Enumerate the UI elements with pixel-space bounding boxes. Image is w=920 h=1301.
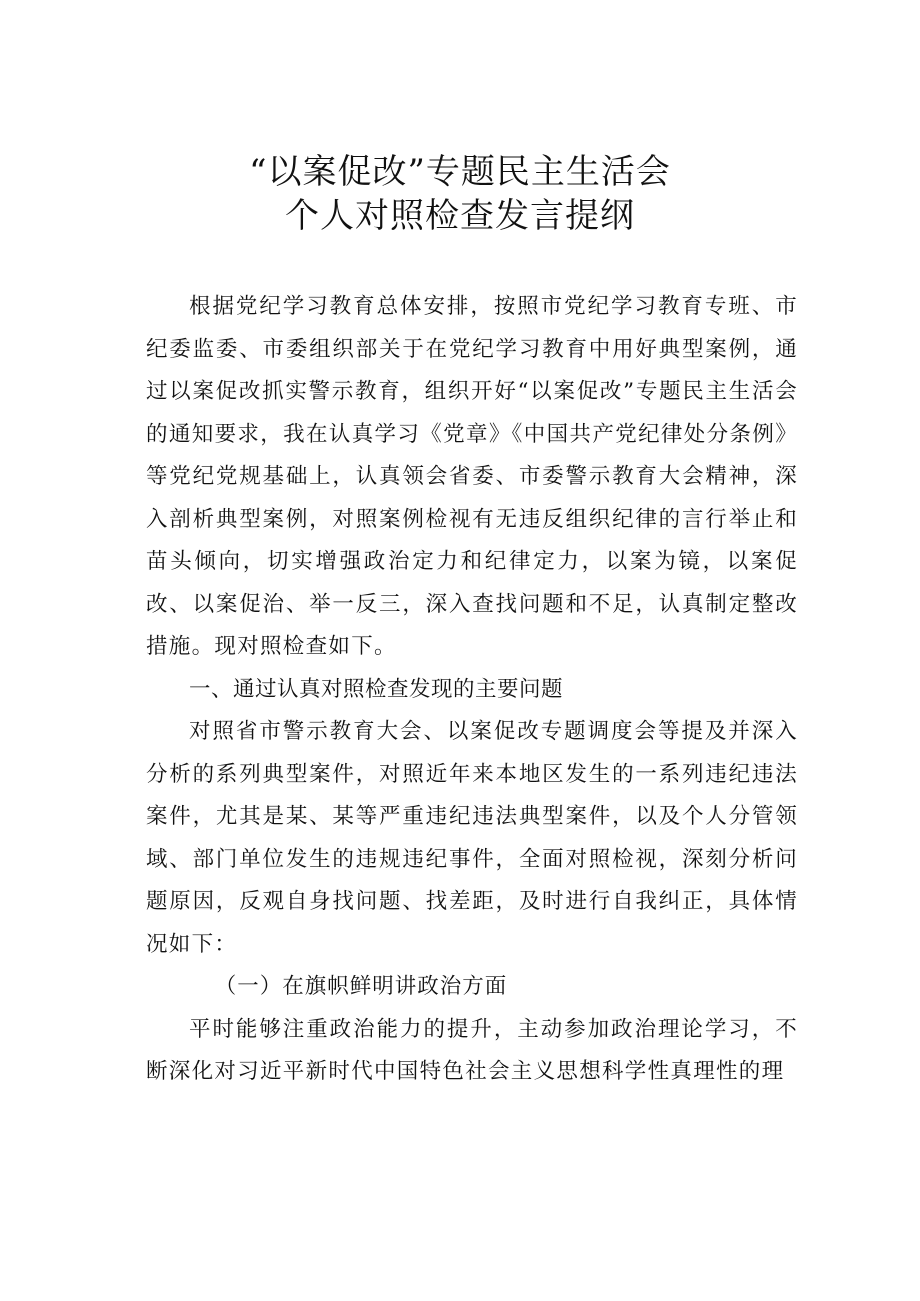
subsection-1-paragraph: 平时能够注重政治能力的提升，主动参加政治理论学习，不断深化对习近平新时代中国特色社会主义思想科学性真理性的理 [146,1016,798,1084]
section-1-heading: 一、通过认真对照检查发现的主要问题 [189,676,564,702]
section-1-paragraph: 对照省市警示教育大会、以案促改专题调度会等提及并深入分析的系列典型案件，对照近年来本地区发生的一系列违纪违法案件，尤其是某、某等严重违纪违法典型案件，以及个人分管领域、部门单位发生的违规违纪事件，全面对照检视，深刻分析问题原因，反观自身找问题、找差距，及时进行自我纠正，具体情况如下： [146,719,798,957]
title-line-2: 个人对照检查发言提纲 [285,196,635,236]
intro-paragraph: 根据党纪学习教育总体安排，按照市党纪学习教育专班、市纪委监委、市委组织部关于在党纪学习教育中用好典型案例，通过以案促改抓实警示教育，组织开好“以案促改”专题民主生活会的通知要求，我在认真学习《党章》《中国共产党纪律处分条例》等党纪党规基础上，认真领会省委、市委警示教育大会精神，深入剖析典型案例，对照案例检视有无违反组织纪律的言行举止和苗头倾向，切实增强政治定力和纪律定力，以案为镜，以案促改、以案促治、举一反三，深入查找问题和不足，认真制定整改措施。现对照检查如下。 [146,294,798,659]
document-title [0,150,920,238]
title-line-1: “以案促改”专题民主生活会 [249,152,671,192]
document-body [146,286,798,1094]
subsection-1-heading: （一）在旗帜鲜明讲政治方面 [214,974,508,999]
